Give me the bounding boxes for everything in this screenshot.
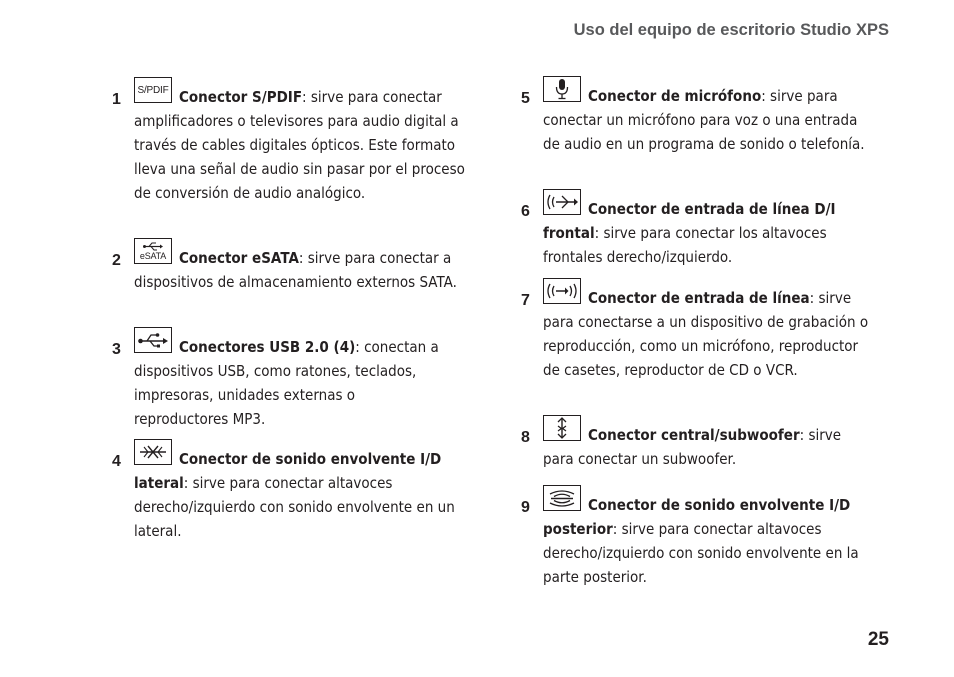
item-title: Conector de micrófono <box>588 87 762 105</box>
list-item <box>112 77 514 205</box>
item-description: : sirve para conectar los altavoces frontales derecho/izquierdo. <box>543 224 827 266</box>
item-description: : conectan a dispositivos USB, como ratones, teclados, impresoras, unidades externas o reproductores MP3. <box>134 338 439 428</box>
page-number: 25 <box>867 629 889 650</box>
item-title: Conector de entrada de línea D/I frontal <box>543 200 836 242</box>
item-description: : sirve para conectarse a un dispositivo de grabación o reproducción, como un micrófono, reproductor de casetes, reproductor de CD o VCR. <box>543 289 869 379</box>
icon-label: eSATA <box>139 250 167 261</box>
item-text <box>543 278 869 382</box>
item-text <box>134 439 476 543</box>
list-item <box>521 189 905 269</box>
item-description: : sirve para conectar un subwoofer. <box>543 426 842 468</box>
list-item <box>521 485 905 589</box>
item-text <box>543 415 869 471</box>
item-number: 9 <box>521 499 530 516</box>
list-item <box>112 238 514 294</box>
item-number: 5 <box>521 90 530 107</box>
item-title: Conector de sonido envolvente I/D posterior <box>543 496 851 538</box>
item-text <box>543 189 869 269</box>
item-text <box>543 76 869 156</box>
item-description: : sirve para conectar altavoces derecho/izquierdo con sonido envolvente en la parte posterior. <box>543 520 859 586</box>
item-number: 7 <box>521 292 530 309</box>
item-description: : sirve para conectar amplificadores o televisores para audio digital a través de cables digitales ópticos. Este formato lleva una señal de audio sin pasar por el proceso de conversión de audio analógico. <box>134 88 465 202</box>
list-item <box>521 76 905 156</box>
item-number: 1 <box>112 91 121 108</box>
item-text <box>134 327 440 431</box>
list-item <box>112 439 514 543</box>
item-text <box>134 77 476 205</box>
item-number: 6 <box>521 203 530 220</box>
list-item <box>112 327 474 431</box>
item-description: : sirve para conectar a dispositivos de almacenamiento externos SATA. <box>134 249 457 291</box>
item-title: Conector central/subwoofer <box>588 426 800 444</box>
icon-label: S/PDIF <box>137 84 169 96</box>
item-number: 4 <box>112 453 121 470</box>
item-title: Conectores USB 2.0 (4) <box>179 338 356 356</box>
item-description: : sirve para conectar altavoces derecho/izquierdo con sonido envolvente en un lateral. <box>134 474 455 540</box>
item-number: 3 <box>112 341 121 358</box>
item-text <box>543 485 869 589</box>
item-title: Conector de sonido envolvente I/D lateral <box>134 450 442 492</box>
list-item <box>521 415 905 471</box>
item-text <box>134 238 476 294</box>
item-title: Conector de entrada de línea <box>588 289 810 307</box>
list-item <box>521 278 905 382</box>
running-header: Uso del equipo de escritorio Studio XPS <box>573 21 889 39</box>
item-title: Conector eSATA <box>179 249 299 267</box>
item-title: Conector S/PDIF <box>179 88 303 106</box>
item-number: 2 <box>112 252 121 269</box>
item-number: 8 <box>521 429 530 446</box>
item-description: : sirve para conectar un micrófono para voz o una entrada de audio en un programa de sonido o telefonía. <box>543 87 865 153</box>
